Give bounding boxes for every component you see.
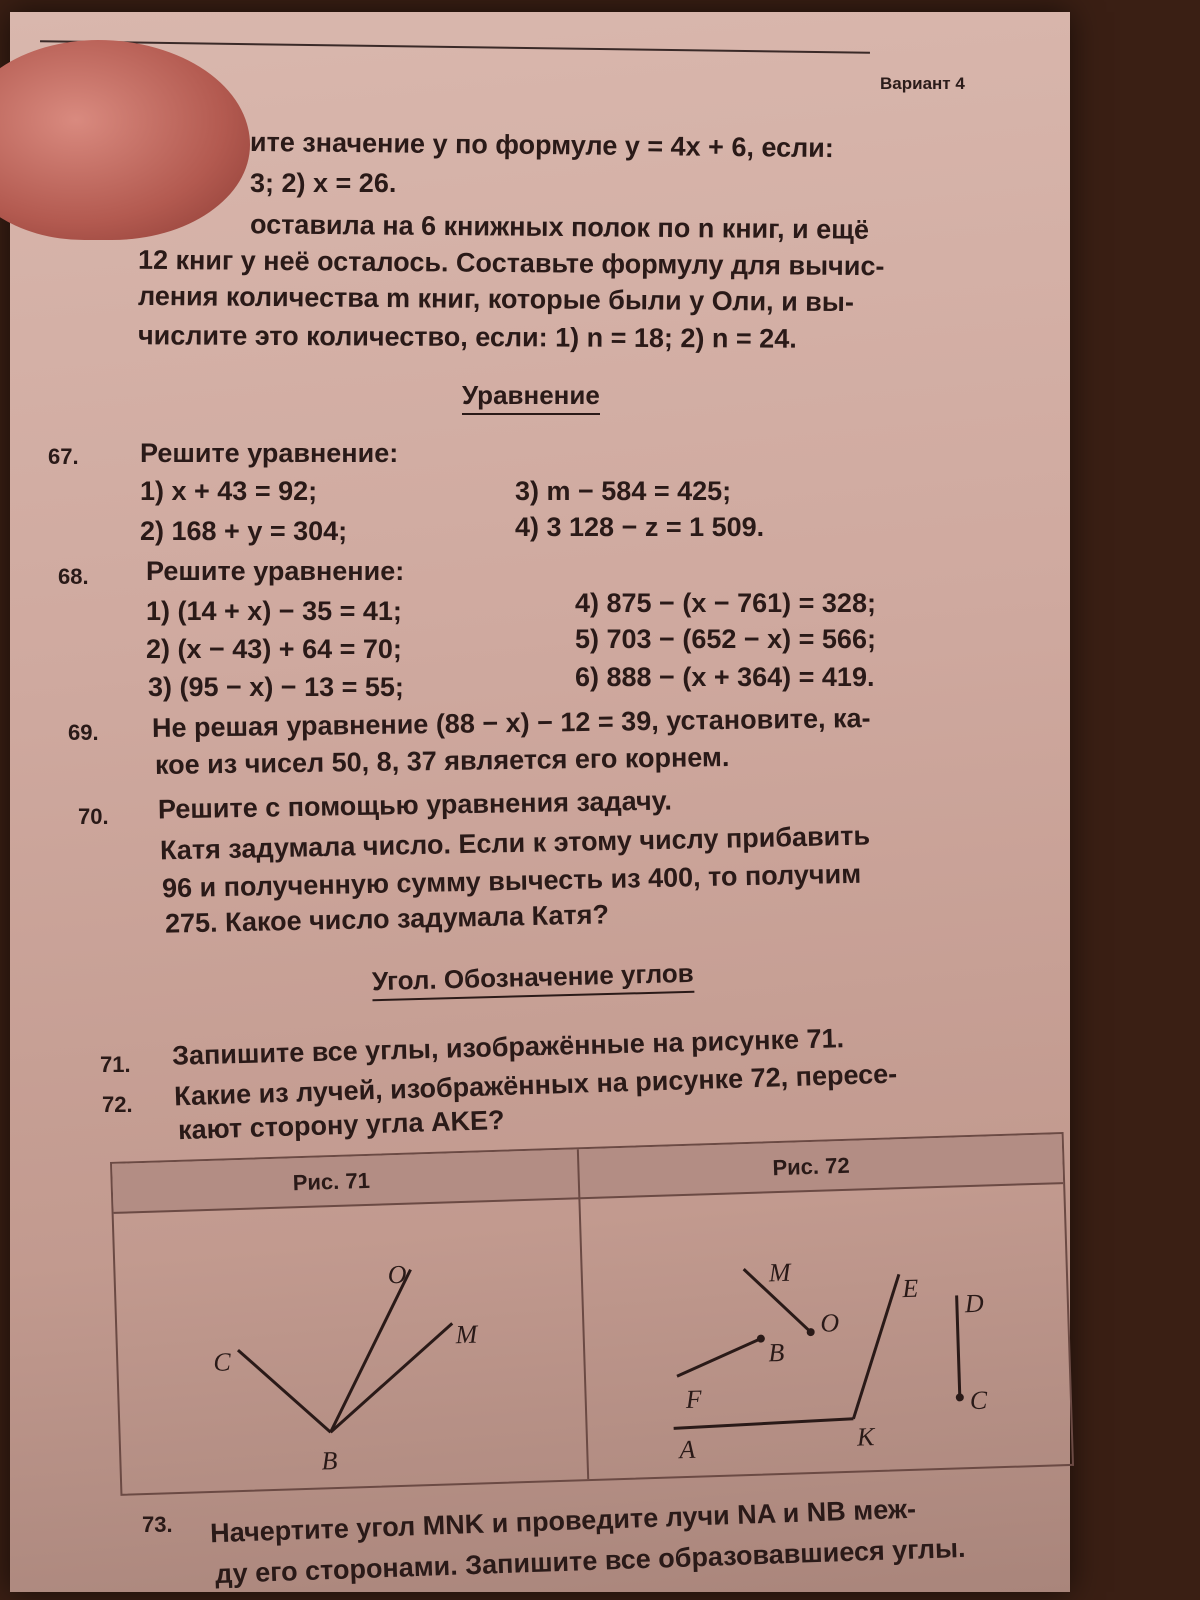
problem-67-number: 67. xyxy=(48,444,79,469)
problem-67-title: Решите уравнение: xyxy=(140,438,399,468)
problem-69-line-2: кое из чисел 50, 8, 37 является его корнем. xyxy=(154,741,730,781)
ray-ka xyxy=(674,1419,854,1429)
problem-71-line-1: Запишите все углы, изображённые на рисунке 71. xyxy=(171,1023,845,1071)
ray-fb xyxy=(676,1339,762,1377)
figure-table xyxy=(110,1132,1074,1496)
label-c72: C xyxy=(969,1385,988,1416)
label-o: O xyxy=(387,1259,407,1290)
section-title-equation: Уравнение xyxy=(462,380,600,415)
problem-69-number: 69. xyxy=(68,720,99,745)
problem-68-item-2: 2) (x − 43) + 64 = 70; xyxy=(146,634,402,664)
problem-72-line-1: Какие из лучей, изображённых на рисунке 72, пересе- xyxy=(173,1058,898,1112)
section-title-angles: Угол. Обозначение углов xyxy=(372,958,695,1001)
label-c: C xyxy=(212,1347,232,1377)
problem-68-item-3: 3) (95 − x) − 13 = 55; xyxy=(148,672,404,702)
label-a72: A xyxy=(678,1434,696,1465)
problem-68-number: 68. xyxy=(58,564,89,589)
line-top-1: ите значение y по формуле y = 4x + 6, если: xyxy=(249,126,835,164)
ray-bc xyxy=(238,1347,331,1435)
line-top-4: 12 книг у неё осталось. Составьте формулу для вычис- xyxy=(137,244,885,282)
problem-72-line-2: кают сторону угла AKE? xyxy=(177,1104,505,1146)
segment-dc xyxy=(957,1295,960,1397)
label-f72: F xyxy=(685,1384,703,1415)
problem-68-title: Решите уравнение: xyxy=(146,556,405,586)
ray-bo xyxy=(326,1270,416,1433)
label-b72: B xyxy=(767,1337,785,1368)
problem-68-item-1: 1) (14 + x) − 35 = 41; xyxy=(146,596,402,626)
problem-70-number: 70. xyxy=(78,804,109,829)
label-b: B xyxy=(321,1446,338,1476)
ray-ke xyxy=(849,1274,903,1419)
problem-67-item-3: 3) m − 584 = 425; xyxy=(515,476,732,506)
figure-71-caption: Рис. 71 xyxy=(292,1167,371,1196)
figure-72-caption: Рис. 72 xyxy=(772,1152,851,1181)
label-e72: E xyxy=(901,1273,919,1304)
line-top-6: числите это количество, если: 1) n = 18; 2) n = 24. xyxy=(137,320,797,354)
line-top-3: оставила на 6 книжных полок по n книг, и ещё xyxy=(249,209,870,245)
label-m72: M xyxy=(768,1257,791,1288)
problem-73-number: 73. xyxy=(142,1512,173,1537)
label-k72: K xyxy=(856,1422,875,1452)
figure-72-drawing xyxy=(581,1184,1070,1479)
point-c xyxy=(956,1393,964,1401)
problem-68-item-4: 4) 875 − (x − 761) = 328; xyxy=(575,588,876,618)
problem-70-line-3: 96 и полученную сумму вычесть из 400, то получим xyxy=(161,858,862,904)
label-d72: D xyxy=(964,1288,985,1319)
problem-70-line-1: Решите с помощью уравнения задачу. xyxy=(157,785,673,825)
textbook-page xyxy=(10,12,1070,1592)
label-m: M xyxy=(455,1319,478,1350)
ray-bm xyxy=(327,1323,455,1432)
problem-70-line-2: Катя задумала число. Если к этому числу прибавить xyxy=(159,820,871,866)
problem-67-item-2: 2) 168 + y = 304; xyxy=(140,516,348,546)
problem-72-number: 72. xyxy=(102,1092,133,1117)
problem-68-item-6: 6) 888 − (x + 364) = 419. xyxy=(575,662,875,692)
figure-71-drawing xyxy=(114,1199,583,1493)
problem-73-line-1: Начертите угол MNK и проведите лучи NA и NB меж- xyxy=(209,1493,917,1549)
problem-68-item-5: 5) 703 − (652 − x) = 566; xyxy=(575,624,876,654)
problem-67-item-1: 1) x + 43 = 92; xyxy=(140,476,318,506)
label-o72: O xyxy=(819,1308,840,1338)
line-top-2: 3; 2) x = 26. xyxy=(250,168,397,198)
problem-69-line-1: Не решая уравнение (88 − x) − 12 = 39, установите, ка- xyxy=(151,702,871,744)
line-top-5: ления количества m книг, которые были у Оли, и вы- xyxy=(137,280,855,318)
problem-71-number: 71. xyxy=(100,1052,131,1077)
problem-70-line-4: 275. Какое число задумала Катя? xyxy=(164,899,610,939)
problem-67-item-4: 4) 3 128 − z = 1 509. xyxy=(515,512,765,542)
problem-73-line-2: ду его сторонами. Запишите все образовавшиеся углы. xyxy=(214,1532,967,1590)
variant-label: Вариант 4 xyxy=(880,74,965,93)
